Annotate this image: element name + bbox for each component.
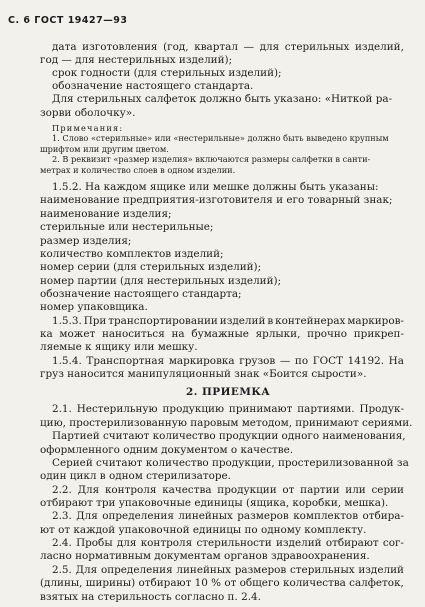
- text-line: 2.2. Для контроля качества продукции от партии или серии: [52, 483, 404, 496]
- text-line: номер упаковщика.: [40, 301, 148, 314]
- note-line: 1. Слово «стерильные» или «нестерильные» должно быть выведено крупным: [52, 133, 389, 144]
- text-line: (длины, ширины) отбирают 10 % от общего количества салфеток,: [40, 577, 404, 590]
- text-line: груз наносится манипуляционный знак «Боится сырости».: [40, 368, 367, 381]
- text-line: 2.3. Для определения линейных размеров комплектов отбира-: [52, 510, 404, 523]
- text-line: наименование изделия;: [40, 207, 172, 220]
- text-line: номер серии (для стерильных изделий);: [40, 261, 262, 274]
- page-header: С. 6 ГОСТ 19427—93: [8, 15, 128, 26]
- text-line: 1.5.3. При транспортировании изделий в контейнерах маркиров-: [52, 314, 404, 327]
- text-line: отбирают три упаковочные единицы (ящика, коробки, мешка).: [40, 497, 389, 510]
- text-line: ласно нормативным документам органов здравоохранения.: [40, 550, 370, 563]
- text-line: цию, простерилизованную паровым методом, принимают сериями.: [40, 416, 413, 429]
- note-line: шрифтом или другим цветом.: [40, 143, 169, 154]
- text-line: 2.4. Пробы для контроля стерильности изделий отбирают сог-: [52, 537, 404, 550]
- text-line: ка может наноситься на бумажные ярлыки, прочно прикреп-: [40, 328, 404, 341]
- text-line: 2.5. Для определения линейных размеров стерильных изделий: [52, 563, 404, 576]
- text-line: срок годности (для стерильных изделий);: [52, 67, 282, 80]
- note-line: 2. В реквизит «размер изделия» включаются размеры салфетки в санти-: [52, 154, 371, 165]
- text-line: оформленного одним документом о качестве.: [40, 443, 294, 456]
- text-line: год — для нестерильных изделий);: [40, 54, 233, 67]
- text-line: дата изготовления (год, квартал — для стерильных изделий,: [52, 40, 404, 53]
- text-line: Партией считают количество продукции одного наименования,: [52, 430, 406, 443]
- text-line: стерильные или нестерильные;: [40, 221, 214, 234]
- text-line: количество комплектов изделий;: [40, 247, 224, 260]
- text-line: наименование предприятия-изготовителя и его товарный знак;: [40, 194, 393, 207]
- text-line: ют от каждой упаковочной единицы по одному комплекту.: [40, 523, 367, 536]
- text-line: взятых на стерильность согласно п. 2.4.: [40, 590, 261, 603]
- section-title: 2. ПРИЕМКА: [186, 386, 271, 399]
- text-line: номер партии (для нестерильных изделий);: [40, 274, 282, 287]
- text-line: размер изделия;: [40, 234, 132, 247]
- text-line: ляемые к ящику или мешку.: [40, 341, 198, 354]
- note-line: метрах и количество слоев в одном изделии.: [40, 164, 236, 175]
- text-line: 1.5.4. Транспортная маркировка грузов — по ГОСТ 14192. На: [52, 354, 404, 367]
- text-line: обозначение настоящего стандарта;: [40, 287, 242, 300]
- text-line: Для стерильных салфеток должно быть указано: «Ниткой ра-: [52, 93, 393, 106]
- text-line: 2.1. Нестерильную продукцию принимают партиями. Продук-: [52, 403, 404, 416]
- notes-title: Примечания:: [52, 122, 124, 133]
- text-line: обозначение настоящего стандарта.: [52, 79, 254, 92]
- text-line: Серией считают количество продукции, простерилизованной за: [52, 456, 409, 469]
- text-line: 1.5.2. На каждом ящике или мешке должны быть указаны:: [52, 181, 379, 194]
- text-line: зорви оболочку».: [40, 106, 136, 119]
- text-line: один цикл в одном стерилизаторе.: [40, 470, 231, 483]
